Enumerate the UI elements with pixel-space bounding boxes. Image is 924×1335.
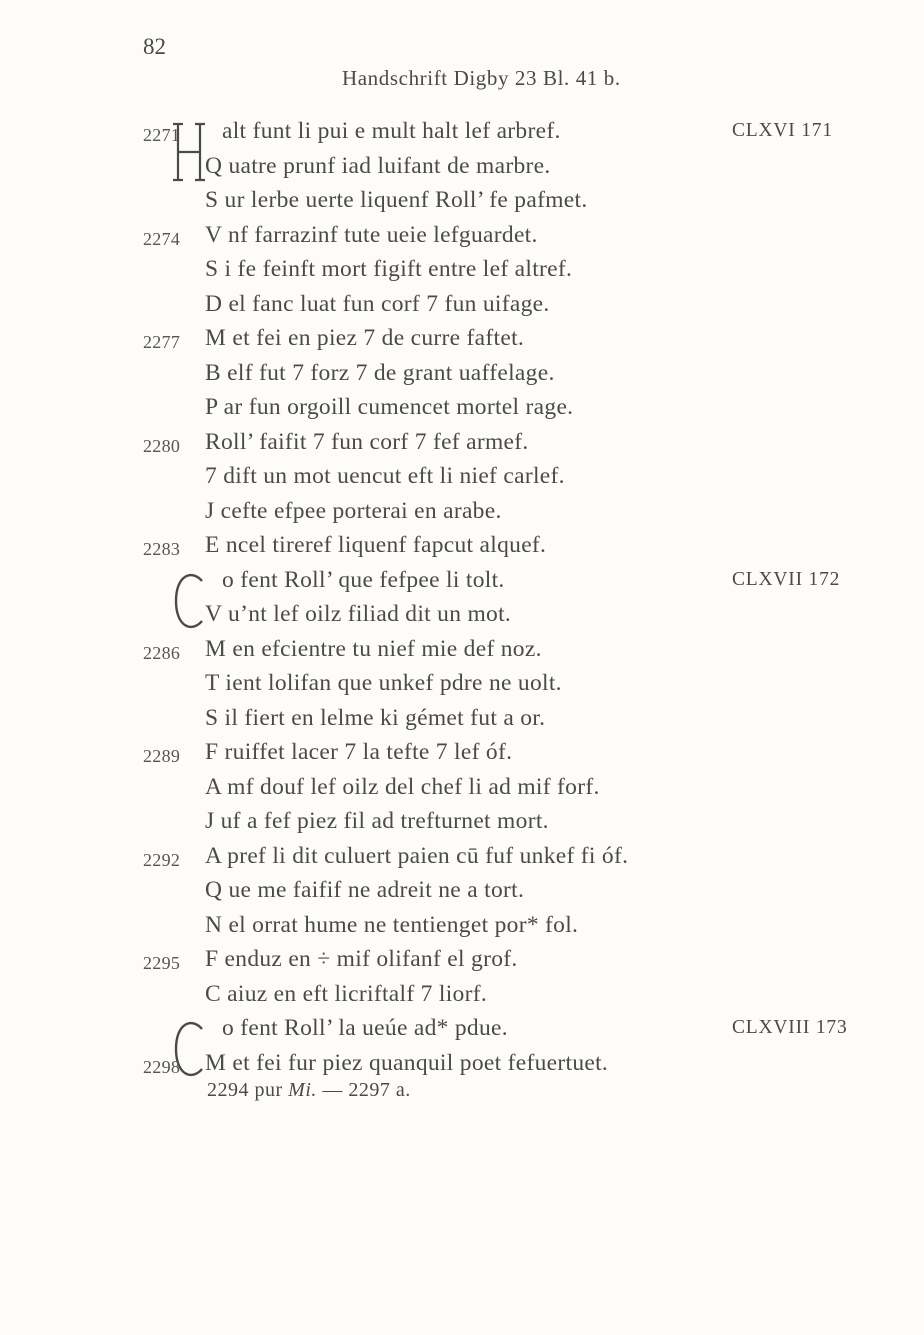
verse-line — [0, 567, 924, 602]
verse-line — [0, 1015, 924, 1050]
verse-text: M et fei fur piez quanquil poet fefuertuet. — [205, 1049, 609, 1076]
footnote-siglum: Mi. — [288, 1079, 317, 1101]
verse-text: A pref li dit culuert paien cū fuf unkef fi óf. — [205, 842, 629, 869]
line-number: 2289 — [143, 746, 181, 766]
verse-line — [0, 325, 924, 360]
verse-line — [0, 1050, 924, 1085]
footnote — [207, 1079, 411, 1102]
page-number: 82 — [143, 34, 166, 59]
verse-text: C aiuz en eft licriftalf 7 liorf. — [205, 980, 487, 1007]
verse-line — [0, 532, 924, 567]
verse-text: T ient lolifan que unkef pdre ne uolt. — [205, 670, 562, 696]
verse-line — [0, 187, 924, 222]
verse-text: D el fanc luat fun corf 7 fun uifage. — [205, 290, 550, 317]
verse-line — [0, 601, 924, 636]
verse-line — [0, 774, 924, 809]
verse-text: B elf fut 7 forz 7 de grant uaffelage. — [205, 359, 555, 386]
line-number: 2271 — [143, 125, 181, 145]
verse-line — [0, 291, 924, 326]
verse-line — [0, 843, 924, 878]
verse-line — [0, 946, 924, 981]
verse-line — [0, 877, 924, 912]
verse-line — [0, 394, 924, 429]
verse-text: S il fiert en lelme ki gémet fut a or. — [205, 704, 546, 731]
footnote-part: — 2297 a. — [322, 1079, 411, 1101]
verse-text: S i fe feinft mort figift entre lef altref. — [205, 256, 573, 282]
verse-line — [0, 670, 924, 705]
laisse-number: CLXVII 172 — [732, 568, 841, 590]
verse-line — [0, 705, 924, 740]
verse-text: Roll’ faifit 7 fun corf 7 fef armef. — [205, 428, 529, 455]
verse-line — [0, 256, 924, 291]
verse-line — [0, 981, 924, 1016]
verse-line — [0, 739, 924, 774]
verse-text: N el orrat hume ne tentienget por* fol. — [205, 911, 579, 938]
laisse-number: CLXVIII 173 — [732, 1017, 848, 1038]
verse-text: V u’nt lef oilz filiad dit un mot. — [205, 601, 512, 627]
verse-text: 7 dift un mot uencut eft li nief carlef. — [205, 463, 565, 489]
laisse-number: CLXVI 171 — [732, 120, 833, 141]
verse-line — [0, 912, 924, 947]
line-number: 2283 — [143, 539, 181, 559]
verse-text: F enduz en ÷ mif olifanf el grof. — [205, 946, 518, 972]
verse-text: alt funt li pui e mult halt lef arbref. — [222, 118, 561, 144]
verse-line — [0, 808, 924, 843]
verse-line — [0, 118, 924, 153]
running-header: Handschrift Digby 23 Bl. 41 b. — [342, 66, 621, 90]
footnote-part: 2294 pur — [207, 1079, 283, 1101]
verse-line — [0, 429, 924, 464]
line-number: 2292 — [143, 849, 181, 870]
verse-text: M et fei en piez 7 de curre faftet. — [205, 325, 525, 351]
verse-line — [0, 498, 924, 533]
line-number: 2286 — [143, 642, 181, 663]
line-number: 2298 — [143, 1056, 181, 1077]
verse-text: J uf a fef piez fil ad trefturnet mort. — [205, 808, 549, 834]
line-number: 2277 — [143, 332, 181, 352]
line-number: 2274 — [143, 228, 181, 249]
verse-line — [0, 360, 924, 395]
verse-text: A mf douf lef oilz del chef li ad mif forf. — [205, 773, 600, 800]
verse-line — [0, 222, 924, 257]
verse-text: S ur lerbe uerte liquenf Roll’ fe pafmet. — [205, 187, 588, 213]
verse-block — [0, 118, 924, 1084]
verse-text: P ar fun orgoill cumencet mortel rage. — [205, 394, 574, 420]
verse-text: V nf farrazinf tute ueie lefguardet. — [205, 221, 538, 248]
verse-line — [0, 153, 924, 188]
verse-text: o fent Roll’ que fefpee li tolt. — [222, 566, 505, 593]
verse-line — [0, 636, 924, 671]
line-number: 2295 — [143, 953, 181, 973]
verse-text: E ncel tireref liquenf fapcut alquef. — [205, 532, 547, 558]
verse-text: J cefte efpee porterai en arabe. — [205, 497, 502, 524]
line-number: 2280 — [143, 435, 181, 456]
verse-text: Q uatre prunf iad luifant de marbre. — [205, 152, 551, 179]
verse-text: M en efcientre tu nief mie def noz. — [205, 635, 542, 662]
verse-text: o fent Roll’ la ueúe ad* pdue. — [222, 1015, 508, 1041]
verse-text: F ruiffet lacer 7 la tefte 7 lef óf. — [205, 739, 513, 765]
verse-text: Q ue me faifif ne adreit ne a tort. — [205, 877, 525, 903]
verse-line — [0, 463, 924, 498]
